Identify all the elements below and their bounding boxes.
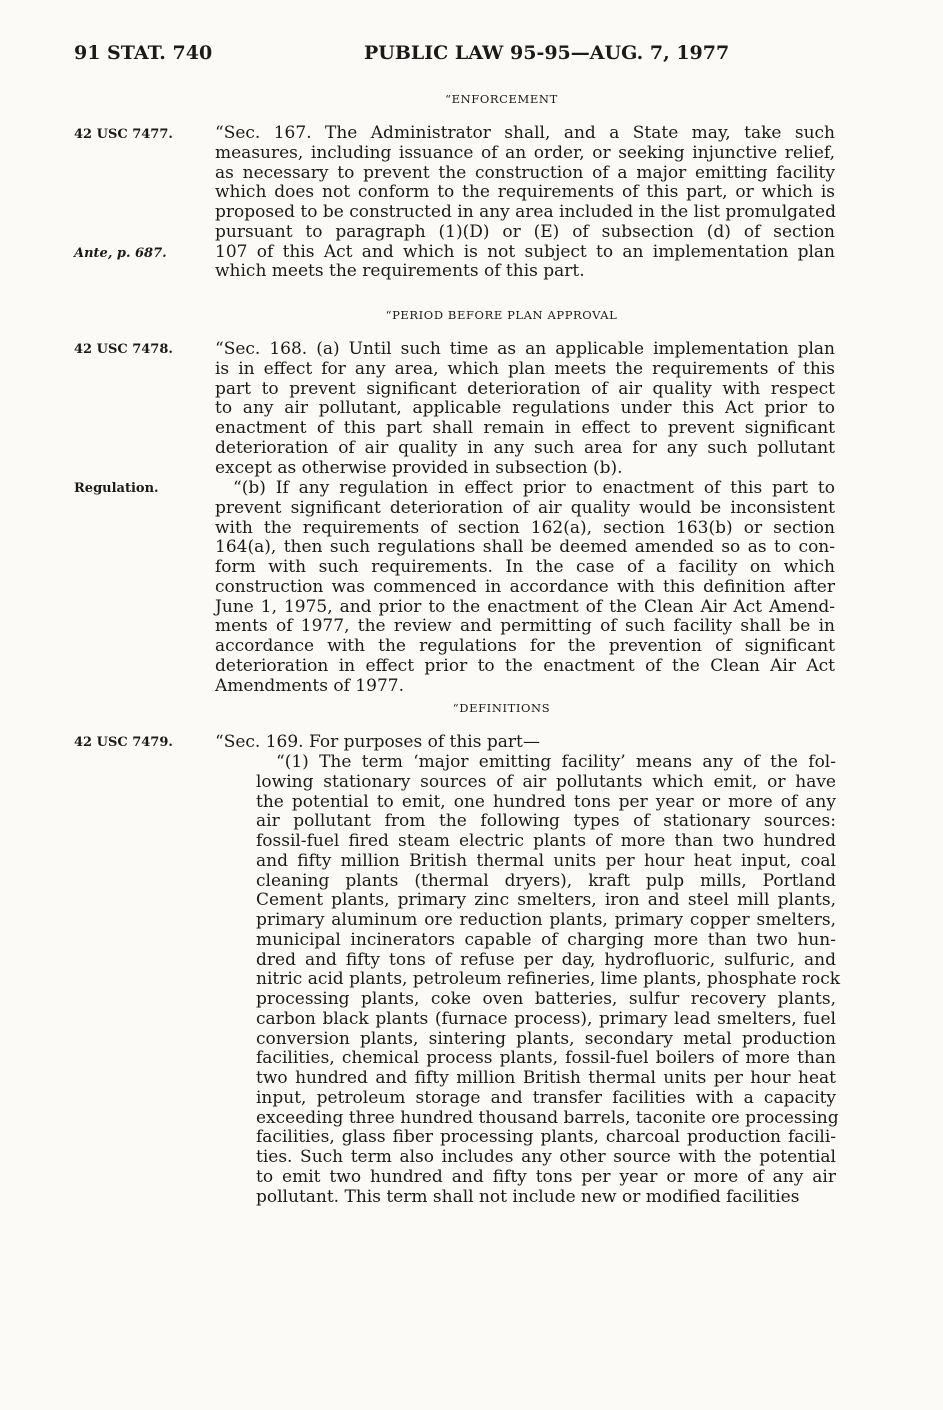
text-line: pursuant to paragraph (1)(D) or (E) of subsection (d) of section [215,221,835,242]
text-line: primary aluminum ore reduction plants, primary copper smelters, [256,910,836,930]
text-line: facilities, chemical process plants, fossil-fuel boilers of more than [256,1048,836,1069]
text-line: ments of 1977, the review and permitting of such facility shall be in [215,616,835,637]
text-line: construction was commenced in accordance with this definition after [215,576,835,597]
text-line: measures, including issuance of an order, or seeking injunctive relief, [215,142,835,163]
text-line: which meets the requirements of this part. [215,261,585,282]
margin-note-usc-7478: 42 USC 7478. [74,342,173,357]
section-169-paragraph-1 [256,752,841,1207]
margin-note-ante: Ante, p. 687. [74,246,167,261]
text-line: pollutant. This term shall not include new or modified facilities [256,1186,800,1207]
text-line: “Sec. 168. (a) Until such time as an applicable implementation plan [215,339,835,359]
section-heading-definitions: “DEFINITIONS [452,701,551,715]
text-line: form with such requirements. In the case of a facility on which [215,557,835,577]
text-line: “(b) If any regulation in effect prior to enactment of this part to [233,478,835,498]
text-line: and fifty million British thermal units per hour heat input, coal [256,850,836,871]
section-heading-period-before-plan-approval: “PERIOD BEFORE PLAN APPROVAL [385,308,618,322]
text-line: “(1) The term ‘major emitting facility’ means any of the fol- [276,752,836,772]
section-167-text [215,124,835,282]
margin-note-usc-7479: 42 USC 7479. [74,735,173,750]
text-line: accordance with the regulations for the prevention of significant [215,636,835,656]
text-line: input, petroleum storage and transfer facilities with a capacity [256,1087,836,1108]
text-line: ties. Such term also includes any other source with the potential [256,1147,836,1167]
text-line: cleaning plants (thermal dryers), kraft pulp mills, Portland [256,870,836,891]
text-line: “Sec. 167. The Administrator shall, and a State may, take such [215,123,835,143]
text-line: two hundred and fifty million British thermal units per hour heat [256,1068,836,1088]
section-168a-text [215,340,835,478]
text-line: part to prevent significant deterioration of air quality with respect [215,378,835,399]
text-line: proposed to be constructed in any area included in the list promulgated [215,202,836,222]
text-line: deterioration of air quality in any such area for any such pollutant [215,437,835,458]
text-line: with the requirements of section 162(a), section 163(b) or section [215,517,835,538]
text-line: lowing stationary sources of air pollutants which emit, or have [256,771,836,792]
text-line: facilities, glass fiber processing plants, charcoal production facili- [256,1127,836,1148]
text-line: prevent significant deterioration of air quality would be inconsistent [215,497,835,518]
section-169-intro [215,733,835,753]
text-line: fossil-fuel fired steam electric plants of more than two hundred [256,831,836,851]
text-line: dred and fifty tons of refuse per day, hydrofluoric, sulfuric, and [256,949,836,970]
statute-page-number: 91 STAT. 740 [74,42,213,64]
section-168b-text [215,479,835,696]
text-line: conversion plants, sintering plants, secondary metal production [256,1028,836,1049]
text-line: to emit two hundred and fifty tons per year or more of any air [256,1166,836,1187]
text-line: as necessary to prevent the construction of a major emitting facility [215,162,835,183]
text-line: which does not conform to the requirements of this part, or which is [215,182,835,203]
text-line: except as otherwise provided in subsection (b). [215,457,623,478]
text-line: is in effect for any area, which plan meets the requirements of this [215,358,835,379]
text-line: municipal incinerators capable of charging more than two hun- [256,929,836,950]
text-line: 107 of this Act and which is not subject to an implementation plan [215,241,835,262]
text-line: the potential to emit, one hundred tons per year or more of any [256,791,836,812]
margin-note-usc-7477: 42 USC 7477. [74,127,173,142]
text-line: processing plants, coke oven batteries, sulfur recovery plants, [256,989,836,1009]
margin-note-regulation: Regulation. [74,481,159,496]
text-line: Cement plants, primary zinc smelters, iron and steel mill plants, [256,890,836,911]
text-line: to any air pollutant, applicable regulations under this Act prior to [215,398,835,419]
section-heading-enforcement: “ENFORCEMENT [445,92,558,106]
text-line: 164(a), then such regulations shall be deemed amended so as to con- [215,537,835,558]
text-line: June 1, 1975, and prior to the enactment of the Clean Air Act Amend- [215,596,835,617]
text-line: nitric acid plants, petroleum refineries, lime plants, phosphate rock [256,969,841,990]
text-line: Amendments of 1977. [215,675,404,696]
text-line: air pollutant from the following types of stationary sources: [256,811,836,832]
text-line: carbon black plants (furnace process), primary lead smelters, fuel [256,1008,836,1029]
page-header [74,42,883,76]
text-line: deterioration in effect prior to the enactment of the Clean Air Act [215,655,835,676]
law-citation-title: PUBLIC LAW 95-95—AUG. 7, 1977 [364,42,730,64]
text-line: “Sec. 169. For purposes of this part— [215,732,540,752]
text-line: enactment of this part shall remain in effect to prevent significant [215,418,835,438]
text-line: exceeding three hundred thousand barrels, taconite ore processing [256,1107,839,1128]
